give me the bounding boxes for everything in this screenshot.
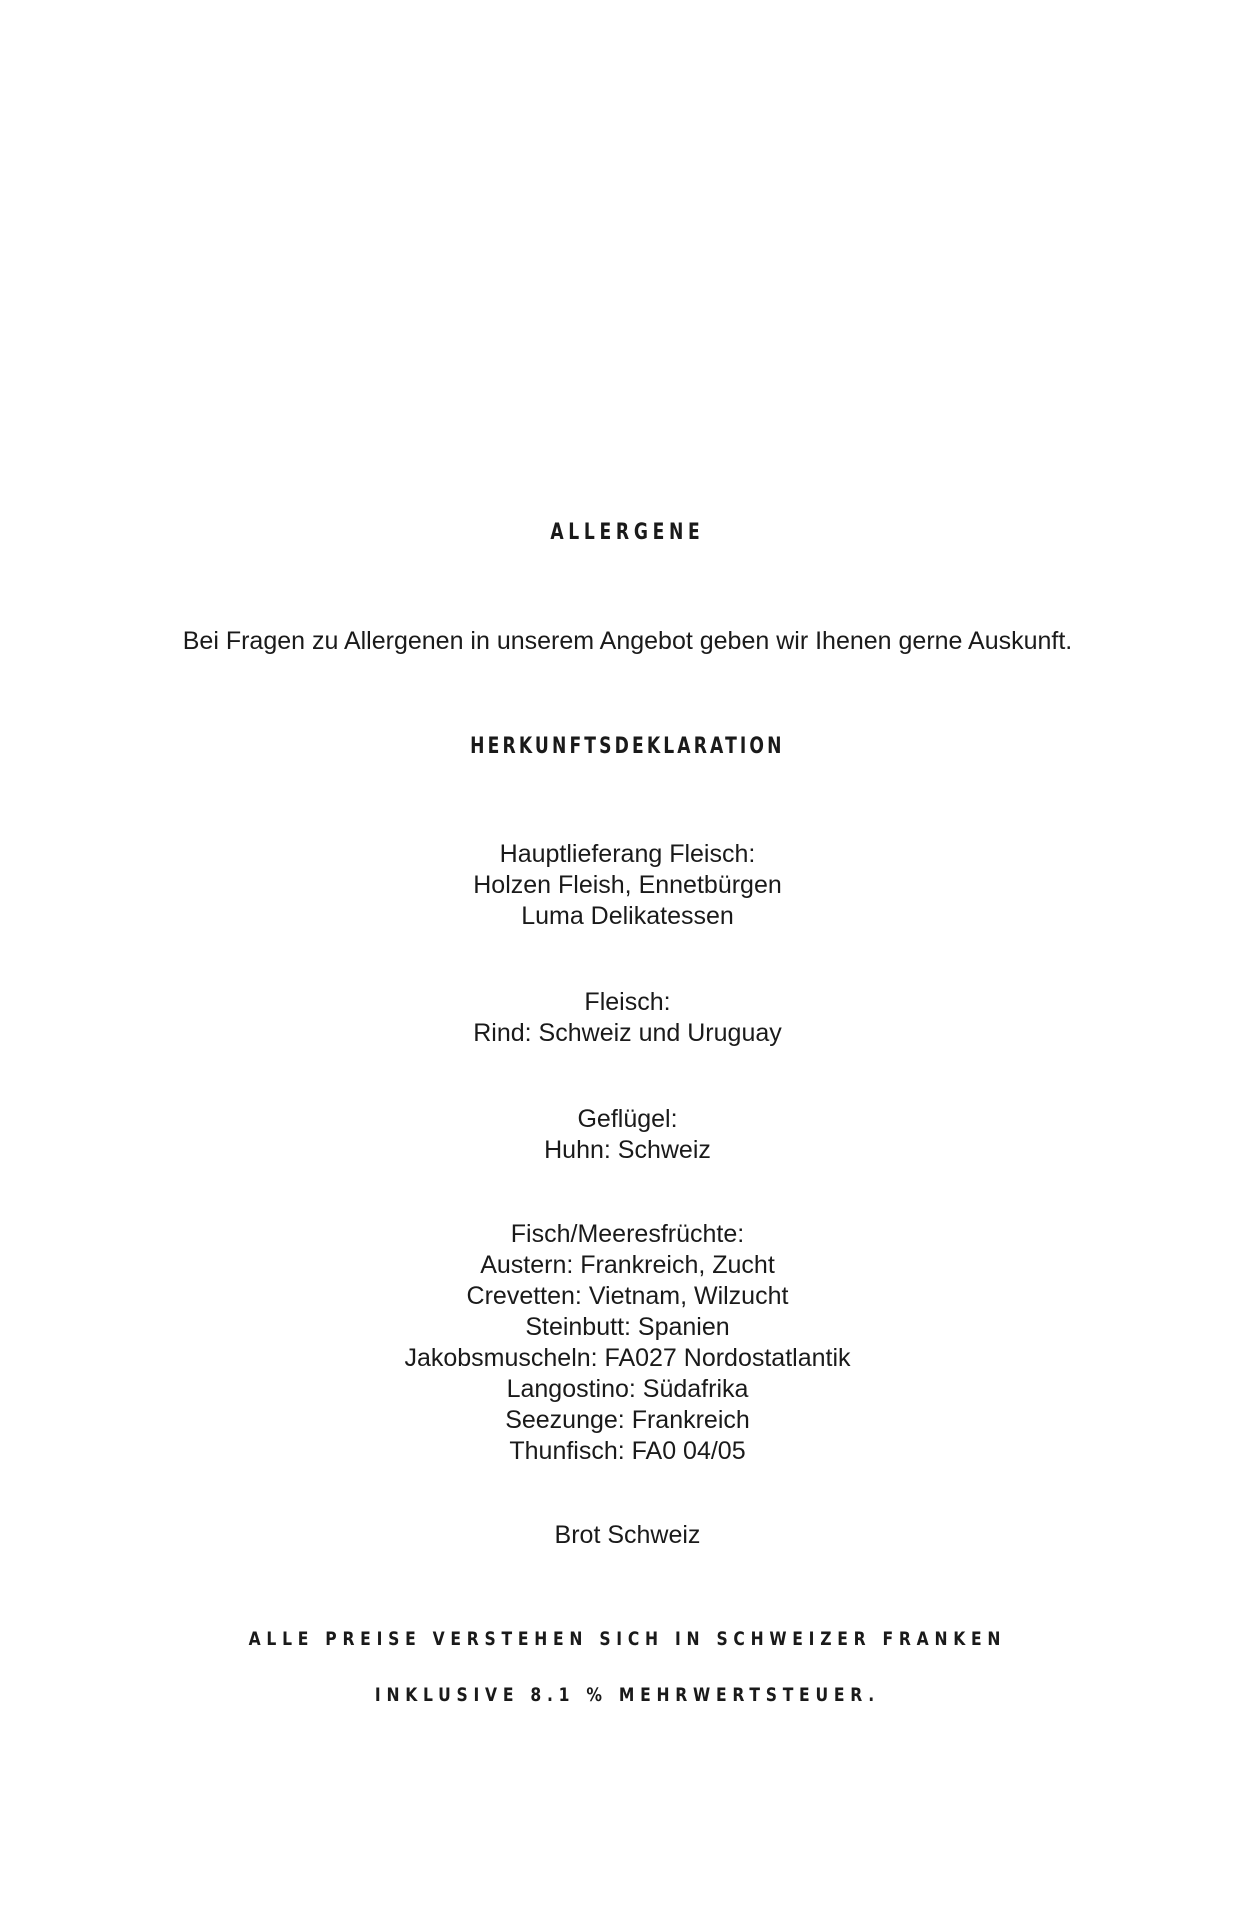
brot-line: Brot Schweiz [554,1521,701,1549]
fisch-block [0,1219,1255,1467]
prices-note: ALLE PREISE VERSTEHEN SICH IN SCHWEIZER FRANKEN [248,1628,1007,1650]
fisch-line: Steinbutt: Spanien [525,1313,730,1341]
supplier-line: Luma Delikatessen [521,902,734,930]
supplier-block [0,839,1255,932]
allergene-text: Bei Fragen zu Allergenen in unserem Angebot geben wir Ihenen gerne Auskunft. [182,627,1073,655]
supplier-title: Hauptlieferang Fleisch: [499,840,756,868]
fisch-line: Austern: Frankreich, Zucht [480,1251,775,1279]
herkunft-heading: HERKUNFTSDEKLARATION [470,734,785,759]
vat-note: INKLUSIVE 8.1 % MEHRWERTSTEUER. [374,1684,880,1706]
fisch-line: Crevetten: Vietnam, Wilzucht [466,1282,789,1310]
fleisch-title: Fleisch: [584,988,671,1016]
fisch-line: Jakobsmuscheln: FA027 Nordostatlantik [404,1344,851,1372]
fisch-title: Fisch/Meeresfrüchte: [510,1220,745,1248]
allergene-heading: ALLERGENE [550,520,705,545]
supplier-line: Holzen Fleish, Ennetbürgen [473,871,782,899]
fleisch-block [0,987,1255,1049]
fleisch-line: Rind: Schweiz und Uruguay [473,1019,782,1047]
fisch-line: Seezunge: Frankreich [505,1406,750,1434]
fisch-line: Thunfisch: FA0 04/05 [509,1437,746,1465]
gefluegel-title: Geflügel: [577,1105,678,1133]
gefluegel-line: Huhn: Schweiz [544,1136,711,1164]
fisch-line: Langostino: Südafrika [506,1375,749,1403]
gefluegel-block [0,1104,1255,1166]
